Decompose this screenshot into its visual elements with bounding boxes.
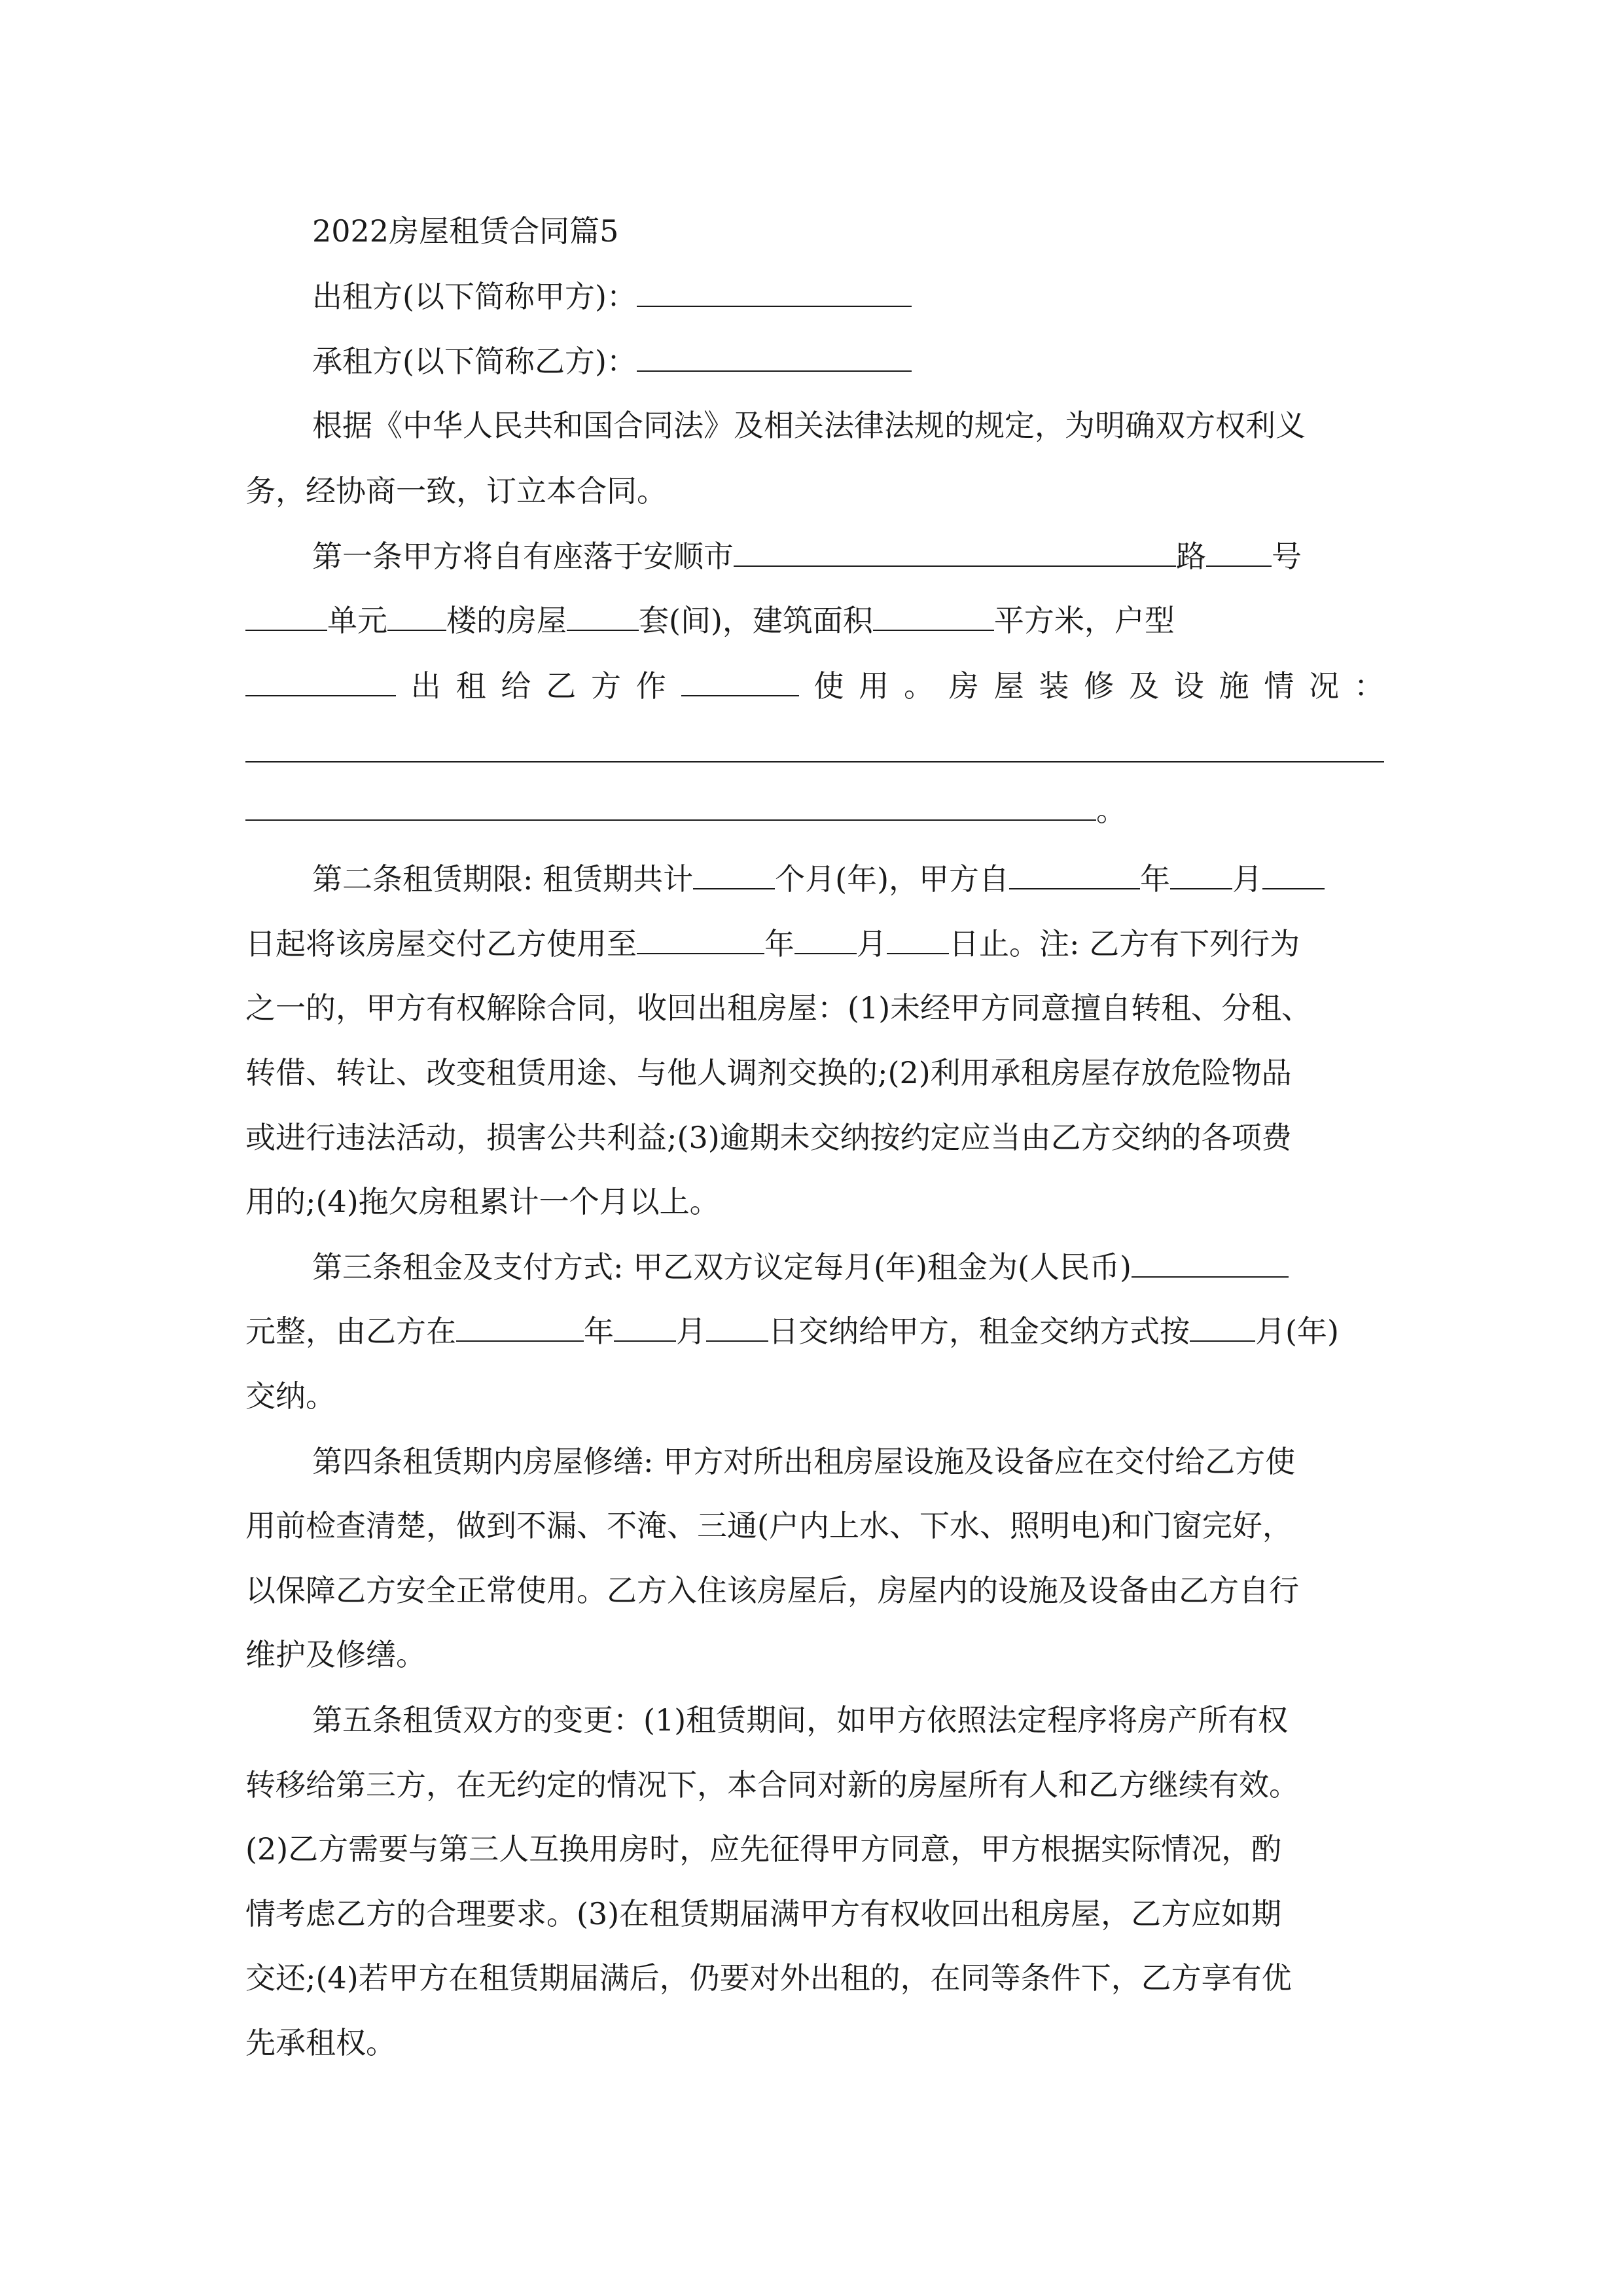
contract-page bbox=[245, 0, 1384, 2296]
article-5-line-6: 先承租权。 bbox=[245, 2025, 396, 2060]
address-number-field[interactable] bbox=[1206, 537, 1272, 567]
preamble-line-1: 根据《中华人民共和国合同法》及相关法律法规的规定，为明确双方权利义 bbox=[312, 408, 1306, 443]
article-5-line-4: 情考虑乙方的合理要求。(3)在租赁期届满甲方有权收回出租房屋，乙方应如期 bbox=[245, 1896, 1282, 1931]
preamble-line-2: 务，经协商一致，订立本合同。 bbox=[245, 473, 667, 509]
article-1-line-5: 。 bbox=[245, 791, 1126, 830]
article-1-line-2: 单元 楼的房屋 套(间)，建筑面积 平方米，户型 bbox=[245, 601, 1175, 640]
article-2-line-6: 用的;(4)拖欠房租累计一个月以上。 bbox=[245, 1184, 720, 1219]
layout-type-field[interactable] bbox=[245, 666, 396, 696]
article-2-line-3: 之一的，甲方有权解除合同，收回出租房屋：(1)未经甲方同意擅自转租、分租、 bbox=[245, 990, 1312, 1026]
pay-day-field[interactable] bbox=[706, 1312, 768, 1342]
facilities-field-line-1[interactable] bbox=[245, 761, 1384, 762]
pay-year-field[interactable] bbox=[456, 1312, 584, 1342]
lessor-line: 出租方(以下简称甲方)： bbox=[312, 277, 912, 316]
lease-term-field[interactable] bbox=[693, 859, 775, 889]
lessee-line: 承租方(以下简称乙方)： bbox=[312, 342, 912, 381]
article-3-line-3: 交纳。 bbox=[245, 1378, 336, 1414]
facilities-field-line-2[interactable] bbox=[245, 791, 1096, 821]
article-5-line-2: 转移给第三方，在无约定的情况下，本合同对新的房屋所有人和乙方继续有效。 bbox=[245, 1767, 1299, 1803]
article-2-line-2: 日起将该房屋交付乙方使用至 年 月 日止。注: 乙方有下列行为 bbox=[245, 924, 1300, 963]
suite-count-field[interactable] bbox=[567, 601, 639, 631]
article-2-line-5: 或进行违法活动，损害公共利益;(3)逾期未交纳按约定应当由乙方交纳的各项费 bbox=[245, 1120, 1292, 1155]
address-street-field[interactable] bbox=[734, 537, 1176, 567]
article-4-line-4: 维护及修缮。 bbox=[245, 1637, 426, 1672]
usage-field[interactable] bbox=[681, 666, 799, 696]
end-month-field[interactable] bbox=[794, 924, 857, 954]
lessee-name-field[interactable] bbox=[637, 342, 912, 372]
unit-field[interactable] bbox=[245, 601, 327, 631]
article-2-line-4: 转借、转让、改变租赁用途、与他人调剂交换的;(2)利用承租房屋存放危险物品 bbox=[245, 1055, 1292, 1090]
pay-interval-field[interactable] bbox=[1190, 1312, 1255, 1342]
article-5-line-3: (2)乙方需要与第三人互换用房时，应先征得甲方同意，甲方根据实际情况，酌 bbox=[245, 1831, 1282, 1867]
lessor-name-field[interactable] bbox=[637, 277, 912, 307]
article-4-line-2: 用前检查清楚，做到不漏、不淹、三通(户内上水、下水、照明电)和门窗完好， bbox=[245, 1508, 1293, 1543]
article-3-line-2: 元整，由乙方在 年 月 日交纳给甲方，租金交纳方式按 月(年) bbox=[245, 1312, 1339, 1351]
article-4-line-1: 第四条租赁期内房屋修缮: 甲方对所出租房屋设施及设备应在交付给乙方使 bbox=[312, 1444, 1296, 1479]
article-5-line-1: 第五条租赁双方的变更：(1)租赁期间，如甲方依照法定程序将房产所有权 bbox=[312, 1702, 1289, 1738]
start-month-field[interactable] bbox=[1170, 859, 1232, 889]
article-4-line-3: 以保障乙方安全正常使用。乙方入住该房屋后，房屋内的设施及设备由乙方自行 bbox=[245, 1573, 1299, 1608]
article-3-line-1: 第三条租金及支付方式: 甲乙双方议定每月(年)租金为(人民币) bbox=[312, 1247, 1289, 1287]
area-field[interactable] bbox=[873, 601, 994, 631]
article-1-line-3: 出 租 给 乙 方 作 使 用 。 房 屋 装 修 及 设 施 情 况 ： bbox=[245, 666, 1384, 706]
floor-field[interactable] bbox=[387, 601, 446, 631]
document-title: 2022房屋租赁合同篇5 bbox=[312, 213, 619, 249]
rent-amount-field[interactable] bbox=[1132, 1247, 1289, 1278]
end-year-field[interactable] bbox=[637, 924, 764, 954]
article-2-line-1: 第二条租赁期限: 租赁期共计 个月(年)，甲方自 年 月 bbox=[312, 859, 1325, 899]
start-year-field[interactable] bbox=[1009, 859, 1140, 889]
pay-month-field[interactable] bbox=[614, 1312, 676, 1342]
start-day-field[interactable] bbox=[1262, 859, 1325, 889]
article-5-line-5: 交还;(4)若甲方在租赁期届满后，仍要对外出租的，在同等条件下，乙方享有优 bbox=[245, 1960, 1292, 1996]
end-day-field[interactable] bbox=[887, 924, 949, 954]
article-1-line-1: 第一条甲方将自有座落于安顺市 路 号 bbox=[312, 537, 1302, 576]
